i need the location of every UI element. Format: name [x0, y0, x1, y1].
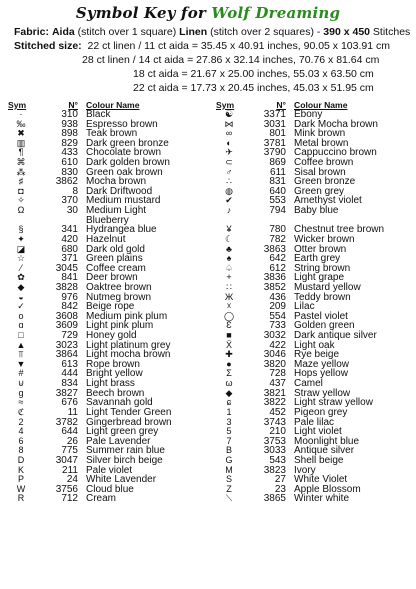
stitch-symbol: +	[226, 272, 232, 283]
stitch-symbol: 5	[226, 426, 232, 437]
title-prefix: Symbol Key for	[75, 4, 212, 22]
fabric-label: Fabric:	[14, 26, 50, 38]
floss-number: 436	[269, 291, 286, 303]
stitch-symbol: ✈	[225, 147, 233, 158]
stitch-symbol: ◐	[226, 137, 232, 148]
floss-number: 782	[269, 233, 286, 245]
floss-number: 938	[61, 118, 78, 130]
floss-number: 3371	[263, 109, 286, 120]
stitch-symbol: 4	[18, 426, 24, 437]
stitch-symbol: ◒	[18, 291, 24, 302]
stitch-symbol: ✖	[17, 128, 25, 139]
colour-name: Dark Mocha brown	[294, 118, 378, 130]
colour-name: Light mocha brown	[86, 349, 171, 361]
stitch-symbol: ◆	[225, 387, 233, 398]
stitch-symbol: □	[18, 330, 24, 341]
stitch-symbol: ✿	[17, 272, 25, 283]
size-22-linen: 22 ct linen / 11 ct aida = 35.45 x 40.91 inches, 90.05 x 103.91 cm	[87, 40, 390, 52]
floss-number: 842	[61, 301, 78, 313]
stitch-symbol: #	[18, 368, 24, 379]
colour-name: Rye beige	[294, 349, 340, 361]
stitch-symbol: ⊍	[17, 378, 25, 389]
floss-number: 640	[269, 185, 286, 197]
colour-name: Antique silver	[294, 445, 355, 457]
stitch-symbol: ∞	[225, 128, 233, 139]
colour-name: Dark old gold	[86, 243, 145, 255]
pattern-name: Wolf Dreaming	[211, 4, 341, 22]
floss-number: 209	[269, 301, 286, 313]
colour-name: Wicker brown	[294, 233, 355, 245]
fabric-linen: Linen	[179, 26, 208, 38]
colour-name: Blueberry	[86, 214, 129, 226]
colour-name-header: Colour Name	[86, 100, 140, 110]
floss-number: 30	[66, 205, 78, 217]
colour-name: Light Tender Green	[86, 406, 172, 418]
colour-name: Silver birch beige	[86, 454, 163, 466]
floss-number: 612	[269, 262, 286, 274]
stitch-symbol: Ẍ	[225, 339, 232, 350]
colour-name: Ebony	[294, 109, 323, 120]
stitch-symbol: Z	[226, 483, 232, 494]
fabric-linen-note: (stitch over 2 squares) -	[207, 26, 324, 38]
stitch-symbol: ⊂	[225, 157, 233, 168]
stitch-symbol: Ж	[224, 291, 234, 302]
floss-number: 3863	[263, 243, 286, 255]
stitch-symbol: ♯	[18, 176, 24, 187]
colour-name: Dark golden brown	[86, 157, 170, 169]
fabric-line	[14, 26, 410, 38]
colour-name: Teak brown	[86, 128, 138, 140]
colour-name: Summer rain blue	[86, 445, 165, 457]
colour-name: Green oak brown	[86, 166, 163, 178]
stitch-symbol: ɡ	[18, 387, 24, 398]
stitch-symbol: ✧	[17, 195, 25, 206]
stitch-symbol: ◯	[223, 310, 235, 321]
colour-name: Light platinum grey	[86, 339, 171, 351]
stitch-symbol: ☯	[224, 109, 234, 119]
colour-name: Sisal brown	[294, 166, 346, 178]
stitch-symbol: ◆	[17, 281, 25, 292]
stitch-symbol: ☆	[16, 253, 26, 264]
colour-name: Chocolate brown	[86, 147, 162, 159]
colour-name: Mustard yellow	[294, 281, 361, 293]
floss-number: 829	[61, 137, 78, 149]
table-row	[214, 206, 414, 216]
colour-name: Light violet	[294, 426, 342, 438]
floss-number: 3862	[55, 176, 78, 188]
stitch-symbol: o	[18, 310, 24, 321]
floss-number: 3836	[263, 272, 286, 284]
floss-number: 370	[61, 195, 78, 207]
floss-number: 444	[61, 368, 78, 380]
stitch-symbol: B	[225, 445, 232, 456]
colour-name: Metal brown	[294, 137, 349, 149]
colour-name: Coffee brown	[294, 157, 354, 169]
stitch-symbol: ▥	[16, 137, 26, 148]
floss-number: 3753	[263, 435, 286, 447]
floss-number: 23	[274, 483, 286, 495]
size-line-1	[14, 40, 390, 52]
floss-number: 341	[61, 224, 78, 236]
floss-number: 310	[61, 109, 78, 120]
floss-number: 3865	[263, 493, 286, 505]
stitch-symbol: ‰	[16, 118, 26, 129]
colour-name: Mink brown	[294, 128, 346, 140]
floss-number: 3820	[263, 358, 286, 370]
right-column	[214, 101, 414, 504]
colour-name: Hazelnut	[86, 233, 126, 245]
floss-number: 3852	[263, 281, 286, 293]
stitch-symbol: ⌘	[16, 157, 26, 168]
floss-number: 420	[61, 233, 78, 245]
sym-header: Sym	[8, 100, 27, 110]
stitch-symbol: 3	[226, 416, 232, 427]
colour-name: Apple Blossom	[294, 483, 361, 495]
stitch-symbol: ·	[19, 109, 23, 119]
floss-number: 3828	[55, 281, 78, 293]
floss-number: 3046	[263, 349, 286, 361]
stitch-symbol: ♠	[226, 253, 232, 264]
num-header: N°	[68, 100, 78, 110]
stitch-symbol: ⋈	[224, 118, 234, 129]
colour-name: Hops yellow	[294, 368, 348, 380]
fabric-aida-note: (stitch over 1 square)	[74, 26, 180, 38]
stitch-symbol: §	[18, 224, 24, 235]
colour-name: Medium pink plum	[86, 310, 168, 322]
colour-name: Green grey	[294, 185, 345, 197]
colour-name: Pale Lavender	[86, 435, 151, 447]
colour-name: Light brass	[86, 378, 135, 390]
floss-number: 8	[72, 185, 78, 197]
colour-name: Cloud blue	[86, 483, 134, 495]
colour-name: Beech brown	[86, 387, 145, 399]
floss-number: 712	[61, 493, 78, 505]
floss-number: 3827	[55, 387, 78, 399]
colour-name: Amethyst violet	[294, 195, 362, 207]
floss-number: 554	[269, 310, 286, 322]
colour-name: Green bronze	[294, 176, 356, 188]
table-row	[214, 494, 414, 504]
stitch-symbol: ¥	[226, 224, 232, 235]
floss-number: 3743	[263, 416, 286, 428]
stitch-symbol: ◪	[16, 243, 26, 254]
floss-number: 543	[269, 454, 286, 466]
floss-number: 3608	[55, 310, 78, 322]
colour-name: Cream	[86, 493, 117, 505]
stitch-symbol: ℭ	[17, 406, 25, 417]
colour-name: Winter white	[294, 493, 350, 505]
colour-name: Pale violet	[86, 464, 133, 476]
stitch-symbol: ◘	[18, 185, 24, 196]
floss-number: 3047	[55, 454, 78, 466]
colour-name: Pigeon grey	[294, 406, 348, 418]
floss-number: 3045	[55, 262, 78, 274]
floss-number: 433	[61, 147, 78, 159]
colour-name: Teddy brown	[294, 291, 351, 303]
floss-number: 3781	[263, 137, 286, 149]
colour-name: Hydrangea blue	[86, 224, 157, 236]
stitch-symbol: K	[17, 464, 24, 475]
stitch-symbol: ☾	[224, 233, 234, 244]
size-22-aida: 22 ct aida = 17.73 x 20.45 inches, 45.03 x 51.95 cm	[133, 82, 374, 94]
stitch-symbol: ¶	[18, 147, 24, 158]
colour-name: Light straw yellow	[294, 397, 373, 409]
floss-number: 3609	[55, 320, 78, 332]
floss-number: 371	[61, 253, 78, 265]
floss-number: 422	[269, 339, 286, 351]
colour-name: Otter brown	[294, 243, 347, 255]
colour-name: Dark green bronze	[86, 137, 169, 149]
colour-name: Moonlight blue	[294, 435, 360, 447]
stitch-symbol: ✚	[225, 349, 233, 360]
colour-name: Nutmeg brown	[86, 291, 152, 303]
colour-name: Medium Light	[86, 205, 147, 217]
floss-number: 3031	[263, 118, 286, 130]
floss-number: 3823	[263, 464, 286, 476]
colour-name: Light grape	[294, 272, 345, 284]
stitch-symbol: 6	[18, 435, 24, 446]
floss-number: 869	[269, 157, 286, 169]
floss-number: 27	[274, 474, 286, 486]
colour-name: Black	[86, 109, 111, 120]
size-28-linen: 28 ct linen / 14 ct aida = 27.86 x 32.14 inches, 70.76 x 81.64 cm	[82, 54, 380, 66]
size-label: Stitched size:	[14, 40, 82, 52]
colour-name: Savannah gold	[86, 397, 153, 409]
stitch-symbol: ♂	[225, 166, 233, 177]
colour-name: Green plains	[86, 253, 143, 265]
stitch-symbol: ☓	[226, 301, 232, 312]
floss-number: 613	[61, 358, 78, 370]
floss-number: 452	[269, 406, 286, 418]
stitch-symbol: 1	[226, 406, 232, 417]
stitch-symbol: R	[17, 493, 25, 504]
stitch-symbol: ✓	[17, 301, 25, 312]
colour-name: Oaktree brown	[86, 281, 152, 293]
colour-name: Golden green	[294, 320, 355, 332]
floss-number: 831	[269, 176, 286, 188]
stitch-symbol: D	[17, 454, 25, 465]
size-18-aida: 18 ct aida = 21.67 x 25.00 inches, 55.03 x 63.50 cm	[133, 68, 374, 80]
floss-number: 3032	[263, 330, 286, 342]
floss-number: 775	[61, 445, 78, 457]
floss-number: 841	[61, 272, 78, 284]
stitch-symbol: 2	[18, 416, 24, 427]
floss-number: 801	[269, 128, 286, 140]
floss-number: 976	[61, 291, 78, 303]
floss-number: 437	[269, 378, 286, 390]
floss-number: 24	[66, 474, 78, 486]
colour-name: Espresso brown	[86, 118, 158, 130]
colour-name: Dark antique silver	[294, 330, 377, 342]
colour-name: Coffee cream	[86, 262, 146, 274]
stitch-symbol: ♣	[226, 243, 232, 254]
colour-name-header: Colour Name	[294, 100, 348, 110]
floss-number: 210	[269, 426, 286, 438]
floss-number: 3821	[263, 387, 286, 399]
floss-number: 553	[269, 195, 286, 207]
colour-name: Chestnut tree brown	[294, 224, 385, 236]
floss-number: 3822	[263, 397, 286, 409]
floss-number: 26	[66, 435, 78, 447]
num-header: N°	[276, 100, 286, 110]
colour-name: Maze yellow	[294, 358, 350, 370]
floss-number: 834	[61, 378, 78, 390]
colour-name: Baby blue	[294, 205, 339, 217]
stitch-symbol: ⫪	[18, 349, 24, 360]
colour-name: Bright yellow	[86, 368, 143, 380]
stitch-symbol: P	[17, 474, 24, 485]
stitch-symbol: ≈	[18, 397, 24, 408]
stitch-symbol: ✦	[17, 233, 25, 244]
colour-name: Pastel violet	[294, 310, 348, 322]
stitch-symbol: ■	[226, 330, 232, 341]
stitch-symbol: ɑ	[18, 320, 24, 331]
stitch-symbol: ●	[226, 358, 232, 369]
floss-number: 676	[61, 397, 78, 409]
colour-name: Earth grey	[294, 253, 341, 265]
stitch-symbol: ⟍	[225, 493, 233, 504]
colour-name: Light green grey	[86, 426, 159, 438]
stitch-symbol: ♤	[224, 262, 234, 273]
page-title	[0, 4, 416, 22]
colour-name: Shell beige	[294, 454, 344, 466]
floss-number: 3033	[263, 445, 286, 457]
floss-number: 642	[269, 253, 286, 265]
floss-number: 3782	[55, 416, 78, 428]
stitch-symbol: Σ	[226, 368, 232, 379]
colour-name: Camel	[294, 378, 323, 390]
stitch-symbol: ◍	[225, 185, 233, 196]
stitch-symbol: ⁄	[20, 262, 22, 273]
stitch-suffix: Stitches	[370, 26, 411, 38]
colour-name: Deer brown	[86, 272, 138, 284]
floss-number: 3790	[263, 147, 286, 159]
floss-number: 898	[61, 128, 78, 140]
colour-name: Light pink plum	[86, 320, 154, 332]
floss-number: 780	[269, 224, 286, 236]
stitch-symbol: ▲	[16, 339, 26, 350]
colour-name: White Lavender	[86, 474, 157, 486]
stitch-symbol: ∴	[226, 176, 232, 187]
colour-name: Dark Driftwood	[86, 185, 153, 197]
floss-number: 3756	[55, 483, 78, 495]
table-row	[6, 494, 206, 504]
colour-name: Gingerbread brown	[86, 416, 172, 428]
left-column	[6, 101, 206, 504]
stitch-symbol: ⁂	[16, 166, 26, 177]
colour-name: Rope brown	[86, 358, 140, 370]
stitch-symbol: ɕ	[226, 397, 232, 408]
stitch-symbol: ♪	[226, 205, 232, 216]
floss-number: 611	[270, 166, 286, 178]
stitch-symbol: 8	[18, 445, 24, 456]
floss-number: 3023	[55, 339, 78, 351]
floss-number: 680	[61, 243, 78, 255]
colour-name: Straw yellow	[294, 387, 351, 399]
floss-number: 211	[62, 464, 78, 476]
stitch-symbol: 7	[226, 435, 232, 446]
colour-name: Beige rope	[86, 301, 135, 313]
colour-name: Ivory	[294, 464, 316, 476]
stitch-count: 390 x 450	[323, 26, 371, 38]
stitch-symbol: ▼	[16, 358, 26, 369]
colour-name: String brown	[294, 262, 351, 274]
floss-number: 830	[61, 166, 78, 178]
stitch-symbol: M	[225, 464, 233, 475]
colour-name: Pale lilac	[294, 416, 335, 428]
colour-name: Medium mustard	[86, 195, 161, 207]
stitch-symbol: ω	[225, 378, 233, 389]
floss-number: 610	[61, 157, 78, 169]
fabric-aida: Aida	[51, 26, 75, 38]
floss-number: 729	[61, 330, 78, 342]
floss-number: 794	[269, 205, 286, 217]
stitch-symbol: Ω	[17, 205, 25, 216]
colour-name: Lilac	[294, 301, 315, 313]
stitch-symbol: ✔	[225, 195, 233, 206]
colour-name	[286, 216, 294, 226]
stitch-symbol: S	[225, 474, 232, 485]
stitch-symbol: G	[225, 454, 233, 465]
colour-name: Honey gold	[86, 330, 137, 342]
colour-name: Light oak	[294, 339, 335, 351]
colour-name: White Violet	[294, 474, 348, 486]
colour-name: Cappuccino brown	[294, 147, 377, 159]
floss-number: 11	[67, 406, 78, 418]
stitch-symbol: W	[16, 483, 26, 494]
floss-number: 3864	[55, 349, 78, 361]
stitch-symbol: ∷	[226, 281, 232, 292]
stitch-symbol: Ɛ	[226, 320, 232, 331]
sym-header: Sym	[216, 100, 235, 110]
floss-number: 644	[61, 426, 78, 438]
colour-name: Mocha brown	[86, 176, 147, 188]
floss-number: 733	[269, 320, 286, 332]
floss-number: 728	[269, 368, 286, 380]
